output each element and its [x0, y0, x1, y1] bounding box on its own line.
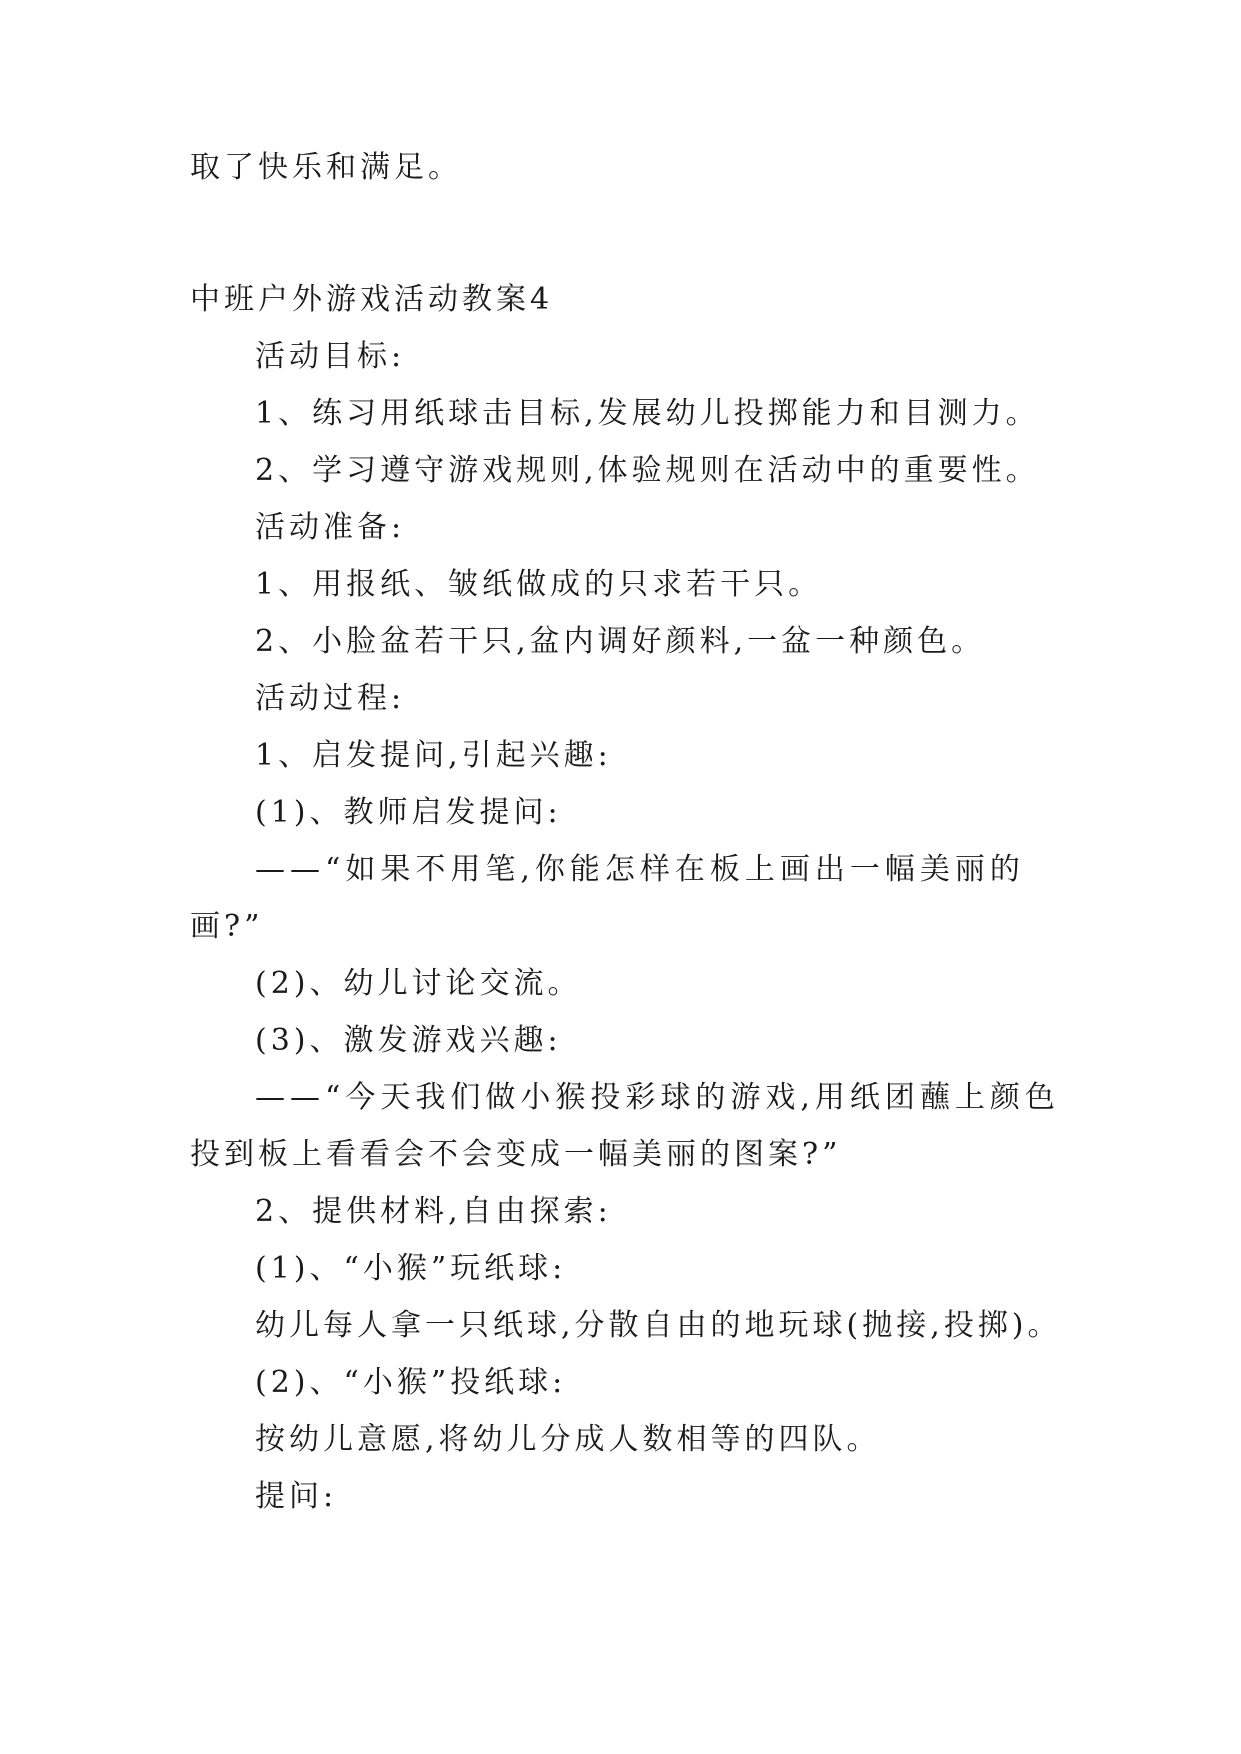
body-text-line: 按幼儿意愿,将幼儿分成人数相等的四队。 [255, 1422, 881, 1457]
subheading-preparation: 活动准备: [255, 510, 406, 545]
process-substep: (1)、教师启发提问: [255, 795, 562, 830]
subheading-process: 活动过程: [255, 681, 406, 716]
quote-line-continuation: 投到板上看看会不会变成一幅美丽的图案?” [190, 1137, 842, 1172]
text-line-continuation: 取了快乐和满足。 [190, 150, 462, 185]
preparation-item-2: 2、小脸盆若干只,盆内调好颜料,一盆一种颜色。 [255, 624, 986, 659]
quote-line-continuation: 画?” [190, 909, 264, 944]
quote-line: ——“今天我们做小猴投彩球的游戏,用纸团蘸上颜色 [255, 1080, 1060, 1115]
process-step-2: 2、提供材料,自由探索: [255, 1194, 612, 1229]
process-substep: (1)、“小猴”玩纸球: [255, 1251, 567, 1286]
process-substep: (3)、激发游戏兴趣: [255, 1023, 562, 1058]
process-substep: (2)、幼儿讨论交流。 [255, 966, 582, 1001]
subheading-objectives: 活动目标: [255, 339, 406, 374]
quote-line: ——“如果不用笔,你能怎样在板上画出一幅美丽的 [255, 852, 1025, 887]
preparation-item-1: 1、用报纸、皱纸做成的只求若干只。 [255, 567, 823, 602]
body-text-line: 幼儿每人拿一只纸球,分散自由的地玩球(抛接,投掷)。 [255, 1308, 1062, 1343]
body-text-line: 提问: [255, 1479, 338, 1514]
process-step-1: 1、启发提问,引起兴趣: [255, 738, 612, 773]
process-substep: (2)、“小猴”投纸球: [255, 1365, 567, 1400]
objective-item-2: 2、学习遵守游戏规则,体验规则在活动中的重要性。 [255, 453, 1040, 488]
section-heading: 中班户外游戏活动教案4 [190, 282, 554, 317]
objective-item-1: 1、练习用纸球击目标,发展幼儿投掷能力和目测力。 [255, 396, 1040, 431]
